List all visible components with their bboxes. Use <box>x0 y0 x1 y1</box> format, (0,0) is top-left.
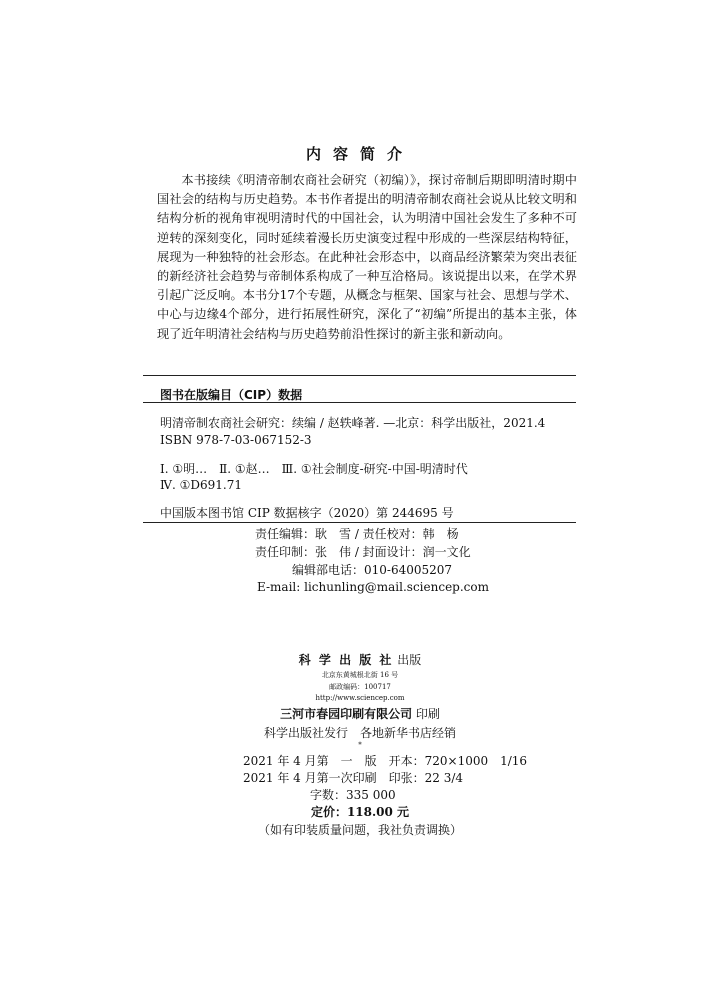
intro-title: 内容简介 <box>305 145 414 163</box>
word-count-line: 字数：335 000 <box>310 788 396 802</box>
quality-notice: （如有印装质量问题，我社负责调换） <box>257 823 462 837</box>
printing-line: 2021 年 4 月第一次印刷 印张：22 3/4 <box>243 771 464 785</box>
cip-heading: 图书在版编目（CIP）数据 <box>160 388 303 402</box>
publisher-suffix: 出版 <box>397 653 422 667</box>
publisher-postcode: 邮政编码：100717 <box>329 683 391 691</box>
credits-phone-line: 编辑部电话：010-64005207 <box>292 563 453 577</box>
cip-bottom-rule <box>143 522 576 523</box>
publisher-address: 北京东黄城根北街 16 号 <box>321 671 399 679</box>
publisher-website: http://www.sciencep.com <box>315 694 405 702</box>
credits-editor-line: 责任编辑：耿 雪 / 责任校对：韩 杨 <box>255 527 459 541</box>
intro-body: 本书接续《明清帝制农商社会研究（初编）》，探讨帝制后期即明清时期中国社会的结构与历史趋势。本书作者提出的明清帝制农商社会说从比较文明和结构分析的视角审视明清时代的中国社会，认为明清中国社会发生了多种不可逆转的深刻变化，同时延续着漫长历史演变过程中形成的一些深层结构特征，展现为一种独特的社会形态。在此种社会形态中，以商品经济繁荣为突出表征的新经济社会趋势与帝制体系构成了一种互洽格局。该说提出以来，在学术界引起广泛反响。本书分17个专题，从概念与框架、国家与社会、思想与学术、中心与边缘4个部分，进行拓展性研究，深化了“初编”所提出的基本主张，体现了近年明清社会结构与历史趋势前沿性探讨的新主张和新动向。 <box>157 173 577 341</box>
edition-line: 2021 年 4 月第 一 版 开本：720×1000 1/16 <box>243 754 528 768</box>
credits-email-line: E-mail: lichunling@mail.sciencep.com <box>257 580 489 594</box>
price-value: 118.00 元 <box>346 805 410 819</box>
distribution-line: 科学出版社发行 各地新华书店经销 <box>263 726 456 740</box>
cip-record-line: 明清帝制农商社会研究：续编 / 赵轶峰著. —北京：科学出版社，2021.4 <box>160 416 546 430</box>
separator-bullet: * <box>358 741 362 749</box>
printer-suffix: 印刷 <box>415 707 440 721</box>
cip-number-line: 中国版本图书馆 CIP 数据核字（2020）第 244695 号 <box>160 506 454 520</box>
publisher-name: 科 学 出 版 社 <box>298 653 394 667</box>
publisher-line <box>0 651 720 668</box>
cip-top-rule <box>143 375 576 376</box>
credits-print-line: 责任印制：张 伟 / 封面设计：润一文化 <box>255 545 471 559</box>
printer-line <box>0 705 720 722</box>
cip-classification-line-2: Ⅳ. ①D691.71 <box>160 478 242 492</box>
cip-isbn-line: ISBN 978-7-03-067152-3 <box>160 433 312 447</box>
printer-name: 三河市春园印刷有限公司 <box>280 707 413 721</box>
price-line <box>0 803 720 820</box>
cip-classification-line-1: Ⅰ. ①明… Ⅱ. ①赵… Ⅲ. ①社会制度-研究-中国-明清时代 <box>160 462 468 476</box>
price-label: 定价： <box>310 805 347 819</box>
cip-heading-rule <box>143 402 576 403</box>
